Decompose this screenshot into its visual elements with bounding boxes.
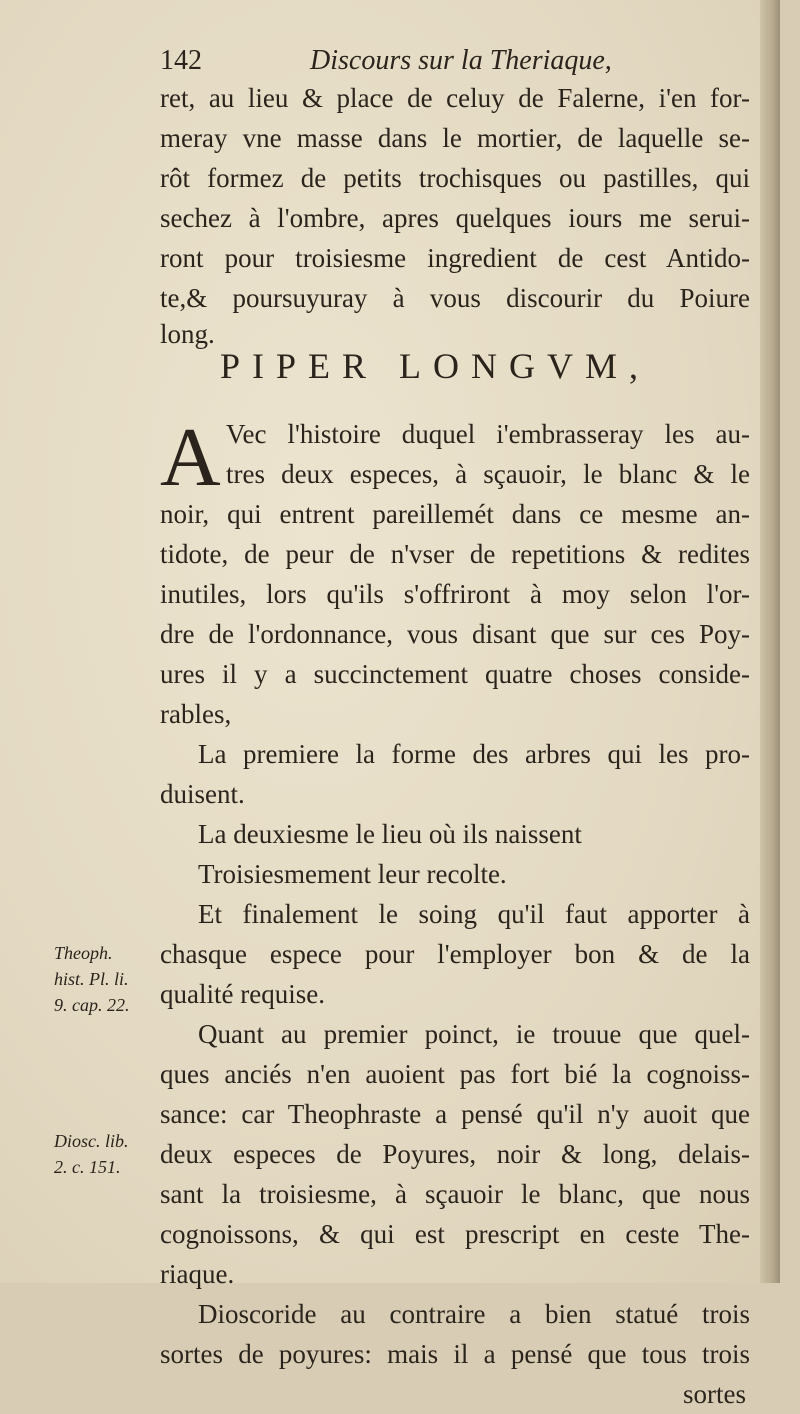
text-line: ront pour troisiesme ingredient de cest Antido- — [160, 243, 750, 273]
text-line: meray vne masse dans le mortier, de laquelle se- — [160, 123, 750, 153]
text-line: ures il y a succinctement quatre choses conside- — [160, 659, 750, 689]
list-line: duisent. — [160, 779, 245, 809]
text-line: rôt formez de petits trochisques ou pastilles, qui — [160, 163, 750, 193]
catchword: sortes — [683, 1379, 746, 1409]
page-number: 142 — [160, 45, 202, 76]
list-line: qualité requise. — [160, 979, 325, 1009]
text-line: long. — [160, 319, 215, 349]
margin-note-line: Theoph. — [54, 943, 113, 963]
text-line: sechez à l'ombre, apres quelques iours me serui- — [160, 203, 750, 233]
text-line: Vec l'histoire duquel i'embrasseray les au- — [226, 419, 750, 449]
text-line: ret, au lieu & place de celuy de Falerne, i'en for- — [160, 83, 750, 113]
margin-note-dioscorides — [54, 1128, 154, 1180]
page-edge — [760, 0, 780, 1283]
text-line: deux especes de Poyures, noir & long, delais- — [160, 1139, 750, 1169]
margin-note-line: 9. cap. 22. — [54, 995, 130, 1015]
text-line: noir, qui entrent pareillemét dans ce mesme an- — [160, 499, 750, 529]
margin-note-line: 2. c. 151. — [54, 1157, 121, 1177]
running-title: Discours sur la Theriaque, — [310, 45, 612, 76]
list-line: chasque espece pour l'employer bon & de la — [160, 939, 750, 969]
margin-note-line: Diosc. lib. — [54, 1131, 129, 1151]
text-line: rables, — [160, 699, 232, 729]
list-line: La premiere la forme des arbres qui les pro- — [198, 739, 750, 769]
text-line: ques anciés n'en auoient pas fort bié la cognoiss- — [160, 1059, 750, 1089]
text-line: tidote, de peur de n'vser de repetitions & redites — [160, 539, 750, 569]
text-line: tres deux especes, à sçauoir, le blanc & le — [226, 459, 750, 489]
text-line: sortes de poyures: mais il a pensé que tous trois — [160, 1339, 750, 1369]
margin-note-theophrastus — [54, 940, 154, 1018]
text-line: sant la troisiesme, à sçauoir le blanc, que nous — [160, 1179, 750, 1209]
text-line: Quant au premier poinct, ie trouue que quel- — [198, 1019, 750, 1049]
margin-note-line: hist. Pl. li. — [54, 969, 129, 989]
drop-cap: A — [160, 411, 221, 504]
text-line: te,& poursuyuray à vous discourir du Poiure — [160, 283, 750, 313]
list-line: Et finalement le soing qu'il faut apporter à — [198, 899, 750, 929]
dropcap-paragraph-start — [160, 411, 750, 504]
section-heading: PIPER LONGVM, — [220, 346, 651, 386]
text-line: sance: car Theophraste a pensé qu'il n'y auoit que — [160, 1099, 750, 1129]
main-text — [160, 78, 750, 1414]
text-line: Dioscoride au contraire a bien statué trois — [198, 1299, 750, 1329]
list-line: Troisiesmement leur recolte. — [198, 859, 507, 889]
text-line: cognoissons, & qui est prescript en ceste The- — [160, 1219, 750, 1249]
section-spacer — [160, 392, 750, 414]
text-line: inutiles, lors qu'ils s'offriront à moy selon l'or- — [160, 579, 750, 609]
list-line: La deuxiesme le lieu où ils naissent — [198, 819, 582, 849]
text-line: riaque. — [160, 1259, 235, 1289]
text-line: dre de l'ordonnance, vous disant que sur ces Poy- — [160, 619, 750, 649]
